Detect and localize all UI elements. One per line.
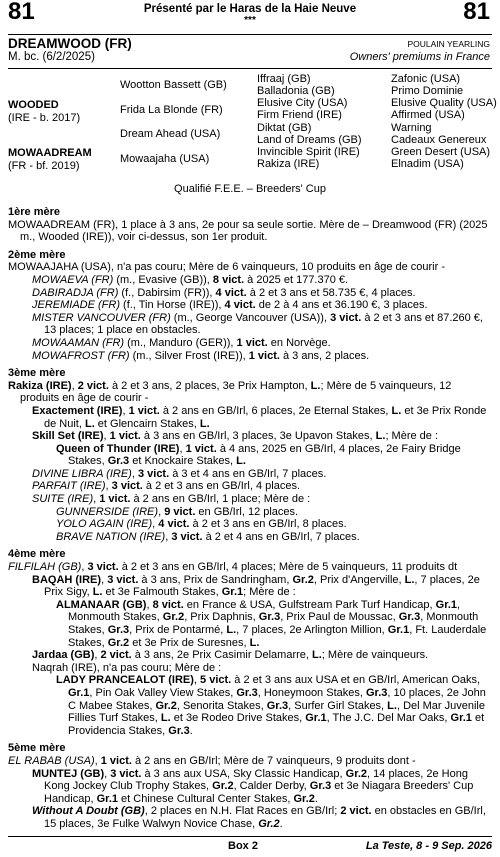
ancestor-h6: Land of Dreams (GB) (257, 134, 362, 146)
section-4-text: FILFILAH (GB), 3 vict. à 2 et 3 ans en GB/Irl, 4 places; Mère de 5 vainqueurs, 11 produits dt (8, 561, 458, 574)
granddam-1: Frida La Blonde (FR) (120, 104, 223, 116)
section-5-item: Without A Doubt (GB), 2 places en N.H. Flat Races en GB/Irl; 2 vict. en obstacles en GB/Irl, 15 places, 3e Fulke Walwyn Novice Chase, Gr.2. (32, 805, 486, 830)
section-title-3: 3ème mère (8, 367, 66, 380)
family-sections (8, 206, 492, 831)
ancestor-h5: Diktat (GB) (257, 122, 312, 134)
dam-info: (FR - bf. 2019) (8, 160, 80, 172)
section-4-item: Naqrah (IRE), n'a pas couru; Mère de : (32, 661, 222, 674)
ancestor-h8: Rakiza (IRE) (257, 158, 320, 170)
section-3-item: DIVINE LIBRA (IRE), 3 vict. à 3 et 4 ans en GB/Irl, 7 places. (32, 467, 327, 480)
section-3-item: YOLO AGAIN (IRE), 4 vict. à 2 et 3 ans en GB/Irl, 8 places. (56, 518, 347, 531)
ancestor-h7: Invincible Spirit (IRE) (257, 146, 360, 158)
section-3-item: Skill Set (IRE), 1 vict. à 3 ans en GB/Irl, 3 places, 3e Upavon Stakes, L.; Mère de : (32, 430, 439, 443)
presenter: Présenté par le Haras de la Haie Neuve (143, 3, 357, 15)
sire-name: WOODED (8, 99, 59, 111)
dam-name: MOWAADREAM (8, 147, 92, 159)
grandsire-1: Wootton Bassett (GB) (120, 79, 227, 91)
lot-number: 81 (8, 0, 35, 25)
box-number: Box 2 (228, 840, 258, 852)
section-2-item: MISTER VANCOUVER (FR) (m., George Vancouver (USA)), 3 vict. à 2 et 3 ans et 87.260 €, 13 places; 1 place en obstacles. (32, 311, 483, 337)
sire-info: (IRE - b. 2017) (8, 112, 81, 124)
horse-name-bar (8, 34, 492, 69)
section-3-text: Rakiza (IRE), 2 vict. à 2 et 3 ans, 2 places, 3e Prix Hampton, L.; Mère de 5 vainqueurs, 12 produits en âge de courir - (8, 379, 452, 405)
section-2-item: DABIRADJA (FR) (f., Dabirsim (FR)), 4 vict. à 2 et 3 ans et 58.735 €, 4 places. (32, 286, 416, 299)
section-title-5: 5ème mère (8, 742, 66, 755)
section-5-item: MUNTEJ (GB), 3 vict. à 3 ans aux USA, Sky Classic Handicap, Gr.2, 14 places, 2e Hong Kong Jockey Club Trophy Stakes, Gr.2, Calder Derby, Gr.3 et 3e Niagara Breeders' Cup Handicap, Gr.1 et Chinese Cultural Center Stakes, Gr.2. (32, 767, 474, 805)
section-4-item: Jardaa (GB), 2 vict. à 3 ans, 2e Prix Casimir Delamarre, L.; Mère de vainqueurs. (32, 649, 429, 662)
ancestor-k4: Affirmed (USA) (391, 109, 465, 121)
ancestor-k2: Primo Dominie (391, 85, 464, 97)
section-1-text: MOWAADREAM (FR), 1 place à 3 ans, 2e pour sa seule sortie. Mère de – Dreamwood (FR) (2025 m., Wooded (IRE)), voir ci-dessus, son 1er produit. (8, 218, 488, 244)
section-title-4: 4ème mère (8, 548, 66, 561)
sale-place-date: La Teste, 8 - 9 Sep. 2026 (365, 840, 492, 852)
grandsire-2: Dream Ahead (USA) (120, 128, 221, 140)
ancestor-h4: Firm Friend (IRE) (257, 109, 342, 121)
horse-type: POULAIN YEARLING (407, 39, 490, 49)
lot-number-right: 81 (463, 0, 490, 25)
stars: *** (244, 15, 256, 26)
section-title-2: 2ème mère (8, 248, 66, 261)
page-header (0, 0, 500, 34)
section-2-item: JEREMIADE (FR) (f., Tin Horse (IRE)), 4 vict. de 2 à 4 ans et 36.190 €, 3 places. (32, 299, 428, 312)
section-3-item: Exactement (IRE), 1 vict. à 2 ans en GB/Irl, 6 places, 2e Eternal Stakes, L. et 3e Prix Ronde de Nuit, L. et Glencairn Stakes, L. (32, 404, 487, 430)
section-4-item: ALMANAAR (GB), 8 vict. en France & USA, Gulfstream Park Turf Handicap, Gr.1, Monmouth Stakes, Gr.2, Prix Daphnis, Gr.3, Prix Paul de Moussac, Gr.3, Monmouth Stakes, Gr.3, Prix de Pontarmé, L., 7 places, 2e Arlington Million, Gr.1, Ft. Lauderdale Stakes, Gr.2 et 3e Prix de Suresnes, L. (56, 598, 487, 649)
horse-details: M. bc. (6/2/2025) (8, 51, 95, 63)
section-2-item: MOWAAMAN (FR) (m., Manduro (GER)), 1 vict. en Norvège. (32, 336, 331, 349)
horse-name: DREAMWOOD (FR) (8, 36, 132, 51)
section-title-1: 1ère mère (8, 206, 60, 218)
ancestor-k1: Zafonic (USA) (391, 73, 461, 85)
granddam-2: Mowaajaha (USA) (120, 153, 210, 165)
ancestor-h1: Iffraaj (GB) (257, 73, 311, 85)
qualification: Qualifié F.E.E. – Breeders' Cup (174, 183, 326, 195)
section-2-item: MOWAFROST (FR) (m., Silver Frost (IRE)), 1 vict. à 3 ans, 2 places. (32, 349, 370, 362)
section-4-item: BAQAH (IRE), 3 vict. à 3 ans, Prix de Sandringham, Gr.2, Prix d'Angerville, L., 7 places, 2e Prix Sigy, L. et 3e Falmouth Stakes, Gr.1; Mère de : (32, 573, 480, 599)
section-2-text: MOWAAJAHA (USA), n'a pas couru; Mère de 6 vainqueurs, 10 produits en âge de courir - (8, 261, 446, 274)
pedigree-table (8, 69, 497, 179)
ancestor-k8: Elnadim (USA) (391, 158, 464, 170)
page-footer (8, 836, 492, 853)
owners-premiums: Owners' premiums in France (349, 51, 490, 63)
ancestor-k7: Green Desert (USA) (391, 146, 491, 158)
ancestor-k3: Elusive Quality (USA) (391, 97, 497, 109)
section-3-item: PARFAIT (IRE), 3 vict. à 2 et 3 ans en GB/Irl, 4 places. (32, 480, 301, 493)
section-4-item: LADY PRANCEALOT (IRE), 5 vict. à 2 et 3 ans aux USA et en GB/Irl, American Oaks, Gr.1, Pin Oak Valley View Stakes, Gr.3, Honeymoon Stakes, Gr.3, 10 places, 2e John C Mabee Stakes, Gr.2, Senorita Stakes, Gr.3, Surfer Girl Stakes, L., Del Mar Juvenile Fillies Turf Stakes, L. et 3e Rodeo Drive Stakes, Gr.1, The J.C. Del Mar Oaks, Gr.1 et Providencia Stakes, Gr.3. (56, 674, 486, 737)
ancestor-k6: Cadeaux Genereux (391, 134, 487, 146)
section-5-text: EL RABAB (USA), 1 vict. à 2 ans en GB/Irl; Mère de 7 vainqueurs, 9 produits dont - (8, 754, 416, 767)
section-3-item: SUITE (IRE), 1 vict. à 2 ans en GB/Irl, 1 place; Mère de : (32, 493, 311, 506)
ancestor-k5: Warning (391, 122, 432, 134)
ancestor-h3: Elusive City (USA) (257, 97, 348, 109)
section-3-item: BRAVE NATION (IRE), 3 vict. à 2 et 4 ans en GB/Irl, 7 places. (56, 530, 360, 543)
section-3-item: Queen of Thunder (IRE), 1 vict. à 4 ans, 2025 en GB/Irl, 4 places, 2e Fairy Bridge Stakes, Gr.3 et Knockaire Stakes, L. (56, 442, 461, 468)
ancestor-h2: Balladonia (GB) (257, 85, 335, 97)
section-3-item: GUNNERSIDE (IRE), 9 vict. en GB/Irl, 12 places. (56, 505, 299, 518)
section-2-item: MOWAEVA (FR) (m., Evasive (GB)), 8 vict. à 2025 et 177.370 €. (32, 273, 349, 286)
